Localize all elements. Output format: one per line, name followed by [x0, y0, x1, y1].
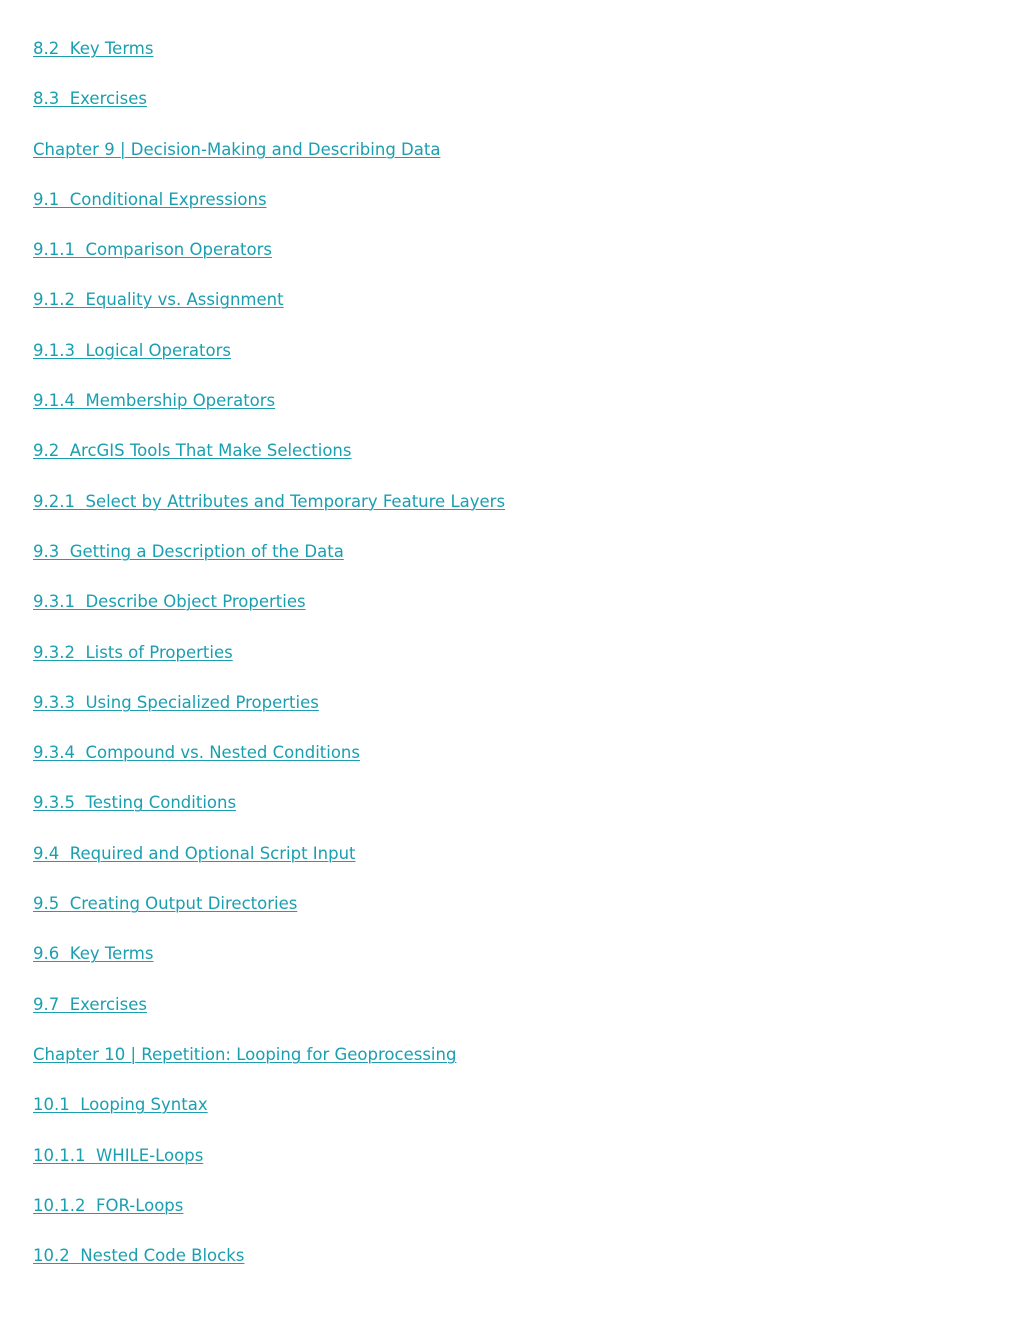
- toc-entry: [33, 138, 505, 188]
- toc-link-9-2-arcgis-tools[interactable]: 9.2 ArcGIS Tools That Make Selections: [33, 441, 352, 461]
- toc-link-9-3-5-testing-conditions[interactable]: 9.3.5 Testing Conditions: [33, 793, 237, 813]
- toc-entry: [33, 1194, 505, 1244]
- toc-entry: [33, 842, 505, 892]
- toc-entry: [33, 339, 505, 389]
- toc-link-9-1-conditional-expressions[interactable]: 9.1 Conditional Expressions: [33, 189, 267, 209]
- toc-link-9-3-4-compound-vs-nested[interactable]: 9.3.4 Compound vs. Nested Conditions: [33, 743, 360, 763]
- toc-entry: [33, 741, 505, 791]
- toc-entry: [33, 37, 505, 87]
- toc-entry: [33, 892, 505, 942]
- toc-link-9-5-output-directories[interactable]: 9.5 Creating Output Directories: [33, 894, 298, 914]
- toc-entry: [33, 1244, 505, 1294]
- toc-link-9-7-exercises[interactable]: 9.7 Exercises: [33, 994, 147, 1014]
- toc-link-9-1-3-logical-operators[interactable]: 9.1.3 Logical Operators: [33, 340, 231, 360]
- toc-link-9-6-key-terms[interactable]: 9.6 Key Terms: [33, 944, 154, 964]
- toc-link-9-3-2-lists-of-properties[interactable]: 9.3.2 Lists of Properties: [33, 642, 233, 662]
- toc-link-9-1-2-equality-vs-assignment[interactable]: 9.1.2 Equality vs. Assignment: [33, 290, 284, 310]
- toc-entry: [33, 1043, 505, 1093]
- toc-entry: [33, 691, 505, 741]
- toc-link-9-1-1-comparison-operators[interactable]: 9.1.1 Comparison Operators: [33, 240, 272, 260]
- toc-link-10-1-looping-syntax[interactable]: 10.1 Looping Syntax: [33, 1095, 208, 1115]
- table-of-contents: [33, 37, 505, 1294]
- toc-entry: [33, 540, 505, 590]
- toc-entry: [33, 1144, 505, 1194]
- toc-entry: [33, 439, 505, 489]
- toc-entry: [33, 993, 505, 1043]
- toc-entry: [33, 87, 505, 137]
- toc-link-9-1-4-membership-operators[interactable]: 9.1.4 Membership Operators: [33, 391, 276, 411]
- toc-link-9-4-script-input[interactable]: 9.4 Required and Optional Script Input: [33, 843, 356, 863]
- toc-entry: [33, 188, 505, 238]
- toc-link-9-3-3-specialized-properties[interactable]: 9.3.3 Using Specialized Properties: [33, 692, 319, 712]
- toc-link-9-2-1-select-by-attributes[interactable]: 9.2.1 Select by Attributes and Temporary Feature Layers: [33, 491, 506, 511]
- toc-link-chapter-10[interactable]: Chapter 10 | Repetition: Looping for Geoprocessing: [33, 1044, 457, 1064]
- toc-link-chapter-9[interactable]: Chapter 9 | Decision-Making and Describing Data: [33, 139, 441, 159]
- toc-link-10-1-2-for-loops[interactable]: 10.1.2 FOR-Loops: [33, 1195, 184, 1215]
- toc-link-9-3-1-describe-object-properties[interactable]: 9.3.1 Describe Object Properties: [33, 592, 306, 612]
- toc-entry: [33, 238, 505, 288]
- toc-entry: [33, 490, 505, 540]
- toc-entry: [33, 942, 505, 992]
- toc-link-8-3-exercises[interactable]: 8.3 Exercises: [33, 89, 147, 109]
- toc-link-10-1-1-while-loops[interactable]: 10.1.1 WHILE-Loops: [33, 1145, 204, 1165]
- toc-entry: [33, 791, 505, 841]
- toc-entry: [33, 1093, 505, 1143]
- toc-entry: [33, 288, 505, 338]
- toc-entry: [33, 641, 505, 691]
- toc-entry: [33, 389, 505, 439]
- toc-entry: [33, 590, 505, 640]
- toc-link-10-2-nested-code-blocks[interactable]: 10.2 Nested Code Blocks: [33, 1246, 245, 1266]
- toc-link-9-3-description-of-data[interactable]: 9.3 Getting a Description of the Data: [33, 541, 344, 561]
- toc-link-8-2-key-terms[interactable]: 8.2 Key Terms: [33, 39, 154, 58]
